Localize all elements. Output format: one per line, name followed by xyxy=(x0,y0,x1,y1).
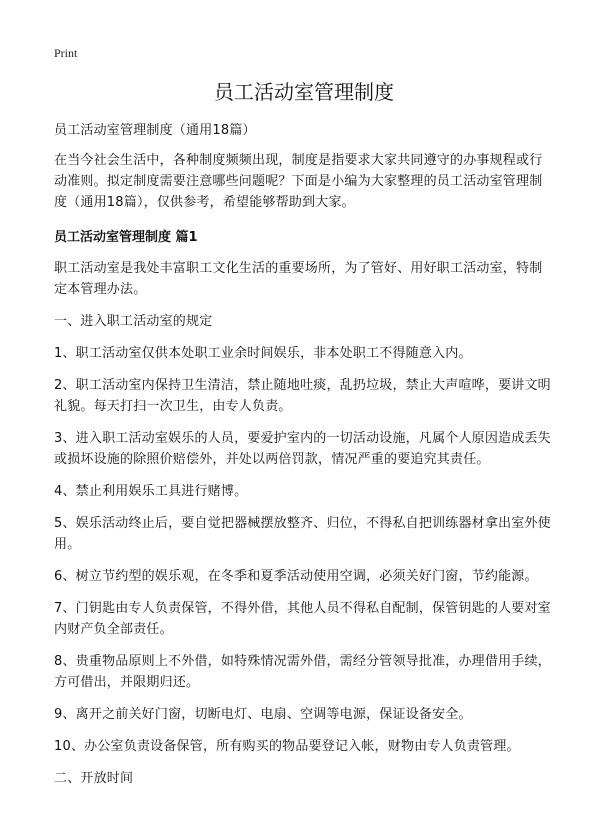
section-heading: 员工活动室管理制度 篇1 xyxy=(54,230,198,245)
rule-item: 4、禁止利用娱乐工具进行赌博。 xyxy=(54,484,248,499)
document-subtitle: 员工活动室管理制度（通用18篇） xyxy=(54,123,256,138)
intro-paragraph: 在当今社会生活中，各种制度频频出现，制度是指要求大家共同遵守的办事规程或行动准则。拟定制度需要注意哪些问题呢？下面是小编为大家整理的员工活动室管理制度（通用18篇），仅供参考，希望能够帮助到大家。 xyxy=(54,153,543,210)
rule-item: 6、树立节约型的娱乐观，在冬季和夏季活动使用空调，必须关好门窗，节约能源。 xyxy=(54,569,538,584)
rule-item: 5、娱乐活动终止后，要自觉把器械摆放整齐、归位，不得私自把训练器材拿出室外使用。 xyxy=(54,516,551,552)
rules-heading: 一、进入职工活动室的规定 xyxy=(54,314,213,329)
rule-item: 10、办公室负责设备保管，所有购买的物品要登记入帐，财物由专人负责管理。 xyxy=(54,739,520,754)
document-body xyxy=(54,78,554,800)
hours-heading: 二、开放时间 xyxy=(54,771,134,786)
rule-item: 8、贵重物品原则上不外借，如特殊情况需外借，需经分管领导批准，办理借用手续，方可借出，并限期归还。 xyxy=(54,654,551,690)
page-title: 员工活动室管理制度 xyxy=(214,80,394,104)
rule-item: 2、职工活动室内保持卫生清洁，禁止随地吐痰，乱扔垃圾，禁止大声喧哗，要讲文明礼貌。每天打扫一次卫生，由专人负责。 xyxy=(54,378,551,414)
print-link[interactable]: Print xyxy=(54,46,78,60)
rule-item: 9、离开之前关好门窗，切断电灯、电扇、空调等电源，保证设备安全。 xyxy=(54,707,472,722)
section-intro-paragraph: 职工活动室是我处丰富职工文化生活的重要场所，为了管好、用好职工活动室，特制定本管理办法。 xyxy=(54,261,543,297)
rule-item: 1、职工活动室仅供本处职工业余时间娱乐，非本处职工不得随意入内。 xyxy=(54,346,472,361)
rule-item: 3、进入职工活动室娱乐的人员，要爱护室内的一切活动设施，凡属个人原因造成丢失或损坏设施的除照价赔偿外，并处以两倍罚款，情况严重的要追究其责任。 xyxy=(54,431,551,467)
rule-item: 7、门钥匙由专人负责保管，不得外借，其他人员不得私自配制，保管钥匙的人要对室内财产负全部责任。 xyxy=(54,601,551,637)
